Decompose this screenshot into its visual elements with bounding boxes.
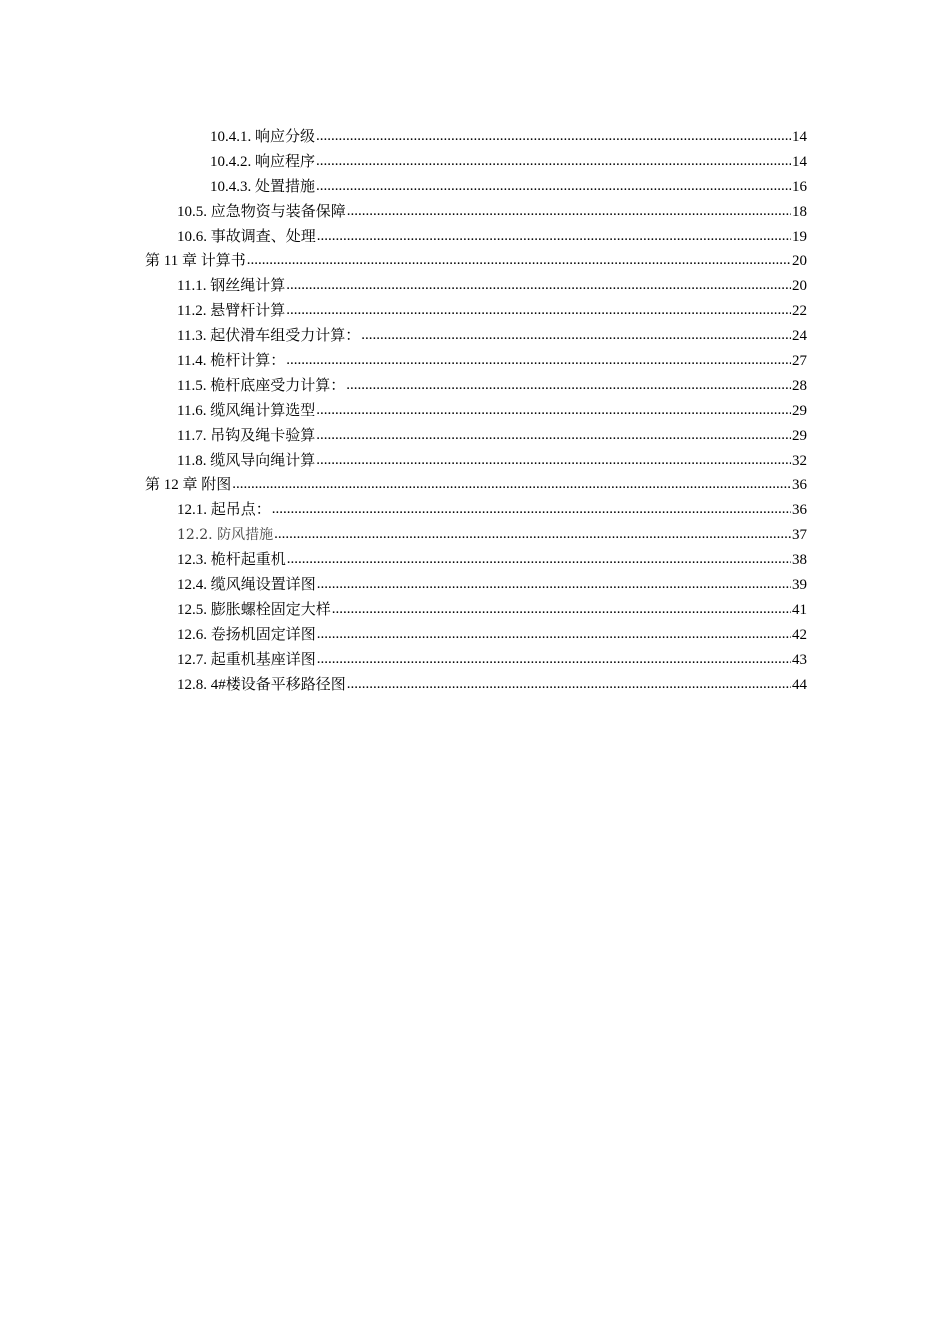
toc-page-number: 37: [792, 527, 807, 544]
toc-dot-leader: [346, 373, 791, 398]
toc-dot-leader: [316, 174, 791, 199]
toc-page-number: 41: [792, 601, 807, 618]
toc-page-number: 14: [792, 153, 807, 170]
toc-entry-label: 11.3. 起伏滑车组受力计算：: [177, 328, 361, 345]
toc-dot-leader: [361, 323, 791, 348]
toc-dot-leader: [317, 572, 791, 597]
toc-dot-leader: [232, 472, 791, 497]
toc-page-number: 39: [792, 577, 807, 594]
toc-entry-label: 10.5. 应急物资与装备保障: [177, 203, 346, 220]
toc-chapter-entry[interactable]: [145, 249, 807, 274]
toc-dot-leader: [316, 423, 791, 448]
toc-dot-leader: [347, 199, 791, 224]
toc-entry[interactable]: [145, 498, 807, 523]
toc-entry-label: 第 12 章 附图: [145, 477, 232, 494]
toc-dot-leader: [332, 597, 791, 622]
toc-entry-label: 12.7. 起重机基座详图: [177, 651, 316, 668]
toc-page-number: 22: [792, 303, 807, 320]
toc-entry[interactable]: [145, 673, 807, 698]
toc-entry-label: 12.2. 防风措施: [177, 527, 274, 544]
toc-page-number: 42: [792, 626, 807, 643]
toc-entry-label: 11.8. 缆风导向绳计算: [177, 452, 316, 469]
toc-entry[interactable]: [145, 623, 807, 648]
toc-dot-leader: [286, 298, 791, 323]
toc-page-number: 20: [792, 253, 807, 270]
toc-page-number: 16: [792, 178, 807, 195]
toc-dot-leader: [317, 647, 791, 672]
toc-dot-leader: [286, 348, 791, 373]
toc-dot-leader: [316, 448, 791, 473]
toc-page-number: 27: [792, 353, 807, 370]
toc-dot-leader: [317, 224, 791, 249]
toc-entry-label: 11.1. 钢丝绳计算: [177, 278, 286, 295]
toc-entry[interactable]: [145, 225, 807, 250]
toc-page-number: 24: [792, 328, 807, 345]
toc-page-number: 43: [792, 651, 807, 668]
toc-entry[interactable]: [145, 598, 807, 623]
toc-entry[interactable]: [145, 200, 807, 225]
toc-dot-leader: [316, 149, 791, 174]
toc-page-number: 28: [792, 377, 807, 394]
toc-entry-label: 11.7. 吊钩及绳卡验算: [177, 427, 316, 444]
toc-page-number: 36: [792, 477, 807, 494]
toc-entry[interactable]: [145, 150, 807, 175]
toc-page-number: 36: [792, 502, 807, 519]
toc-entry-label: 12.5. 膨胀螺栓固定大样: [177, 601, 331, 618]
toc-page-number: 38: [792, 552, 807, 569]
toc-page-number: 19: [792, 228, 807, 245]
toc-entry-label: 12.3. 桅杆起重机: [177, 552, 286, 569]
toc-entry[interactable]: [145, 374, 807, 399]
toc-entry-label: 10.4.1. 响应分级: [210, 129, 316, 145]
toc-entry-label: 11.6. 缆风绳计算选型: [177, 402, 316, 419]
toc-page-number: 29: [792, 427, 807, 444]
toc-entry-label: 10.6. 事故调查、处理: [177, 228, 316, 245]
toc-entry[interactable]: [145, 573, 807, 598]
toc-entry-label: 10.4.2. 响应程序: [210, 153, 316, 170]
toc-entry[interactable]: [145, 299, 807, 324]
toc-dot-leader: [247, 248, 791, 273]
toc-page-number: 14: [792, 129, 807, 145]
toc-entry-label: 12.4. 缆风绳设置详图: [177, 577, 316, 594]
toc-entry[interactable]: [145, 424, 807, 449]
toc-entry[interactable]: [145, 548, 807, 573]
table-of-contents: [145, 125, 807, 697]
toc-entry[interactable]: [145, 175, 807, 200]
toc-entry[interactable]: [145, 648, 807, 673]
toc-dot-leader: [286, 273, 791, 298]
toc-page-number: 20: [792, 278, 807, 295]
toc-entry[interactable]: [145, 523, 807, 548]
toc-dot-leader: [274, 522, 791, 547]
toc-dot-leader: [347, 672, 791, 697]
toc-page-number: 44: [792, 676, 807, 693]
toc-dot-leader: [316, 124, 791, 149]
toc-page-number: 18: [792, 203, 807, 220]
toc-page-number: 32: [792, 452, 807, 469]
toc-entry-label: 12.1. 起吊点：: [177, 502, 271, 519]
toc-entry[interactable]: [145, 449, 807, 474]
toc-entry-label: 第 11 章 计算书: [145, 253, 246, 270]
toc-dot-leader: [272, 497, 791, 522]
toc-entry-label: 10.4.3. 处置措施: [210, 178, 316, 195]
toc-dot-leader: [287, 547, 791, 572]
toc-dot-leader: [317, 622, 791, 647]
toc-entry-label: 11.5. 桅杆底座受力计算：: [177, 377, 346, 394]
toc-dot-leader: [316, 398, 791, 423]
toc-entry[interactable]: [145, 349, 807, 374]
toc-chapter-entry[interactable]: [145, 473, 807, 498]
toc-entry-label: 12.8. 4#楼设备平移路径图: [177, 676, 346, 693]
toc-entry[interactable]: [145, 274, 807, 299]
toc-entry[interactable]: [145, 399, 807, 424]
toc-page-number: 29: [792, 402, 807, 419]
toc-entry-label: 11.2. 悬臂杆计算: [177, 303, 286, 320]
toc-entry-label: 12.6. 卷扬机固定详图: [177, 626, 316, 643]
toc-entry[interactable]: [145, 324, 807, 349]
toc-entry-label: 11.4. 桅杆计算：: [177, 353, 286, 370]
toc-entry[interactable]: [145, 125, 807, 150]
